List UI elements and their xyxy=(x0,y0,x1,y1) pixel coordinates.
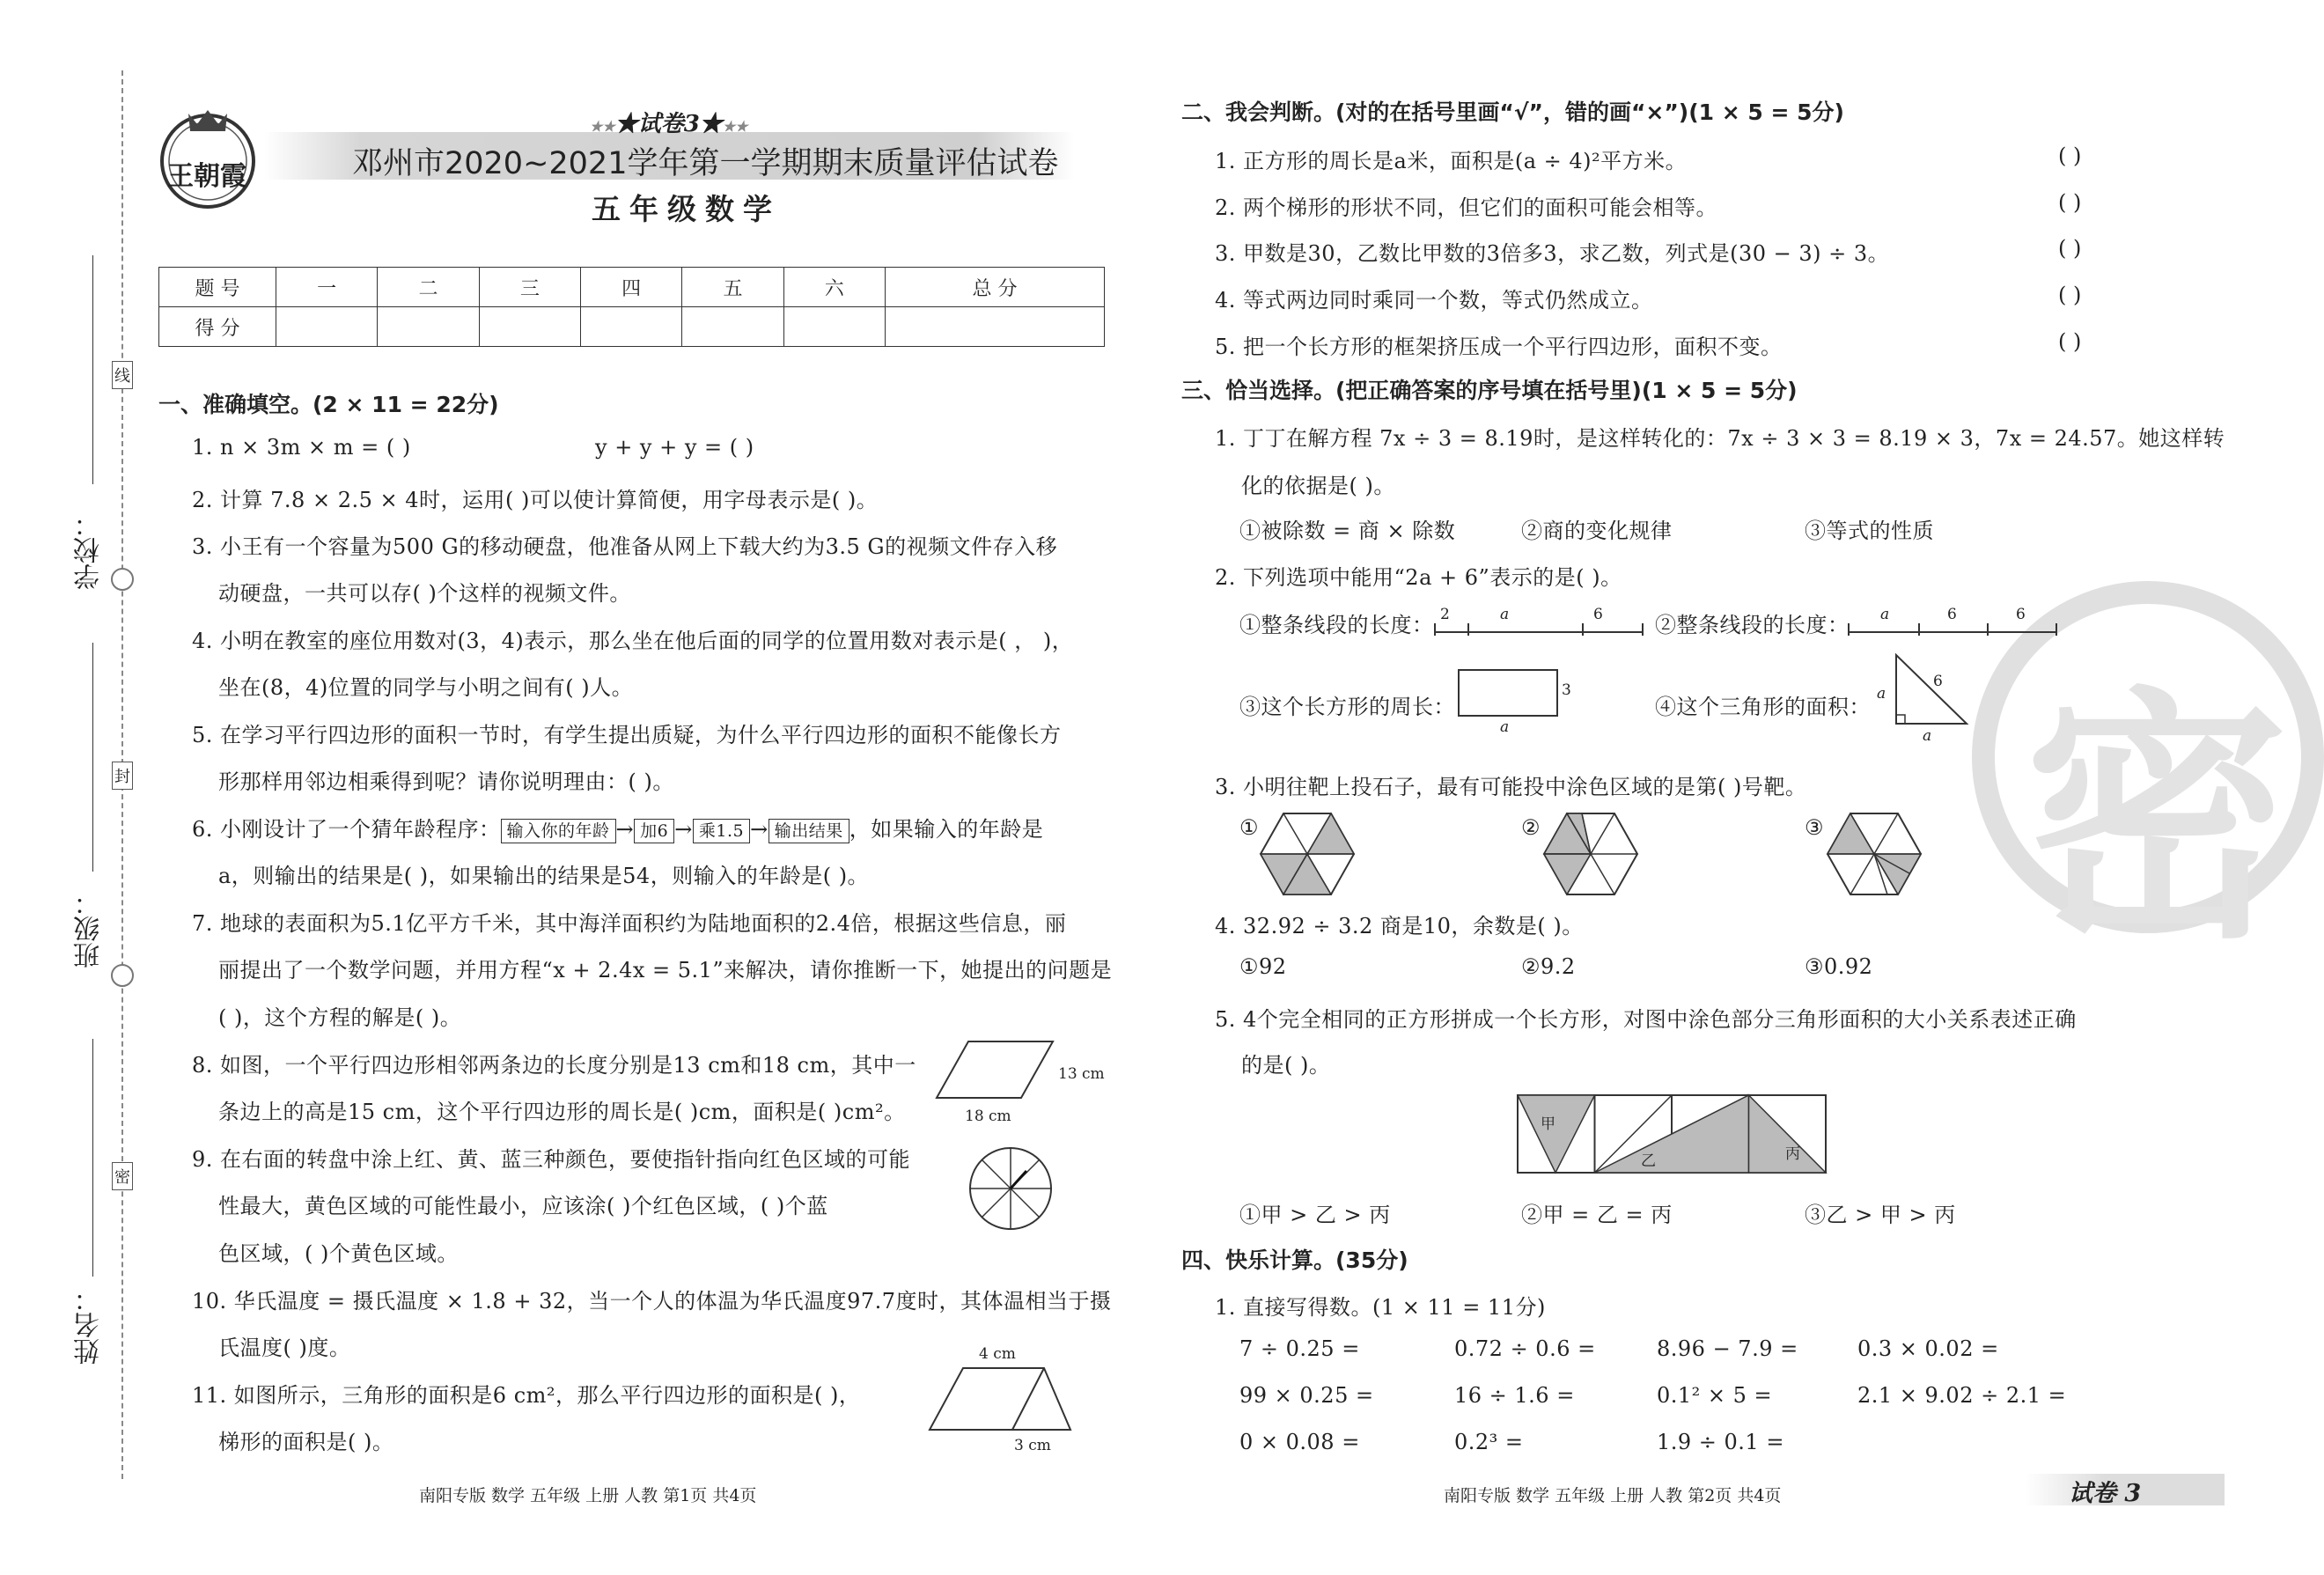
score-table xyxy=(158,267,1105,347)
flow-box: 输出结果 xyxy=(769,819,849,843)
school-label: 学校： xyxy=(74,511,105,590)
q1-6b: a，则输出的结果是( )，如果输出的结果是54，则输入的年龄是( )。 xyxy=(218,864,870,888)
star-icon: ★ xyxy=(699,111,723,137)
q1-9c: 色区域，( )个黄色区域。 xyxy=(218,1241,459,1266)
table-cell: 总 分 xyxy=(885,268,1104,307)
watermark-text: 密 xyxy=(2025,666,2289,974)
parallelogram-side-label: 13 cm xyxy=(1058,1065,1105,1083)
footer-right: 南阳专版 数学 五年级 上册 人教 第2页 共4页 xyxy=(1444,1486,1782,1505)
q3-1a: 1. 丁丁在解方程 7x ÷ 3 = 8.19时，是这样转化的：7x ÷ 3 × 3 = 8.19 × 3，7x = 24.57。她这样转 xyxy=(1215,426,2225,451)
table-cell: 四 xyxy=(580,268,681,307)
seg-label-6: 6 xyxy=(1947,606,1957,623)
q1-1a: 1. n × 3m × m = ( ) xyxy=(192,435,411,460)
table-cell: 题 号 xyxy=(159,268,276,307)
class-label: 班级： xyxy=(74,889,105,968)
q2-3: 3. 甲数是30，乙数比甲数的3倍多3，求乙数，列式是(30 − 3) ÷ 3。 xyxy=(1215,241,1890,266)
binding-hole-icon xyxy=(111,568,134,591)
score-input-cell[interactable] xyxy=(378,307,479,347)
calc-item: 0.2³ = xyxy=(1454,1430,1524,1454)
answer-paren[interactable]: ( ) xyxy=(2058,236,2082,261)
section-4-title: 四、快乐计算。(35分) xyxy=(1181,1247,1408,1273)
q3-2-option1: ①整条线段的长度： xyxy=(1239,613,1434,637)
calc-item: 0.3 × 0.02 = xyxy=(1857,1336,1999,1361)
arrow-icon: → xyxy=(750,817,769,842)
q3-5-option2: ②甲 = 乙 = 丙 xyxy=(1521,1203,1673,1227)
q1-9b: 性最大，黄色区域的可能性最小，应该涂( )个红色区域，( )个蓝 xyxy=(218,1194,828,1218)
q3-4-option3: ③0.92 xyxy=(1805,954,1873,979)
q1-3b: 动硬盘，一共可以存( )个这样的视频文件。 xyxy=(218,581,631,606)
q3-2-option4: ④这个三角形的面积： xyxy=(1655,695,1871,719)
target-2-label: ② xyxy=(1521,815,1541,840)
q3-5-option1: ①甲 > 乙 > 丙 xyxy=(1239,1203,1391,1227)
name-label: 姓名： xyxy=(74,1285,105,1365)
target-3-hexagon xyxy=(1826,812,1923,896)
seal-mark: 封 xyxy=(112,762,133,790)
score-input-cell[interactable] xyxy=(276,307,378,347)
target-2-hexagon xyxy=(1542,812,1639,896)
seg-label-a: a xyxy=(1880,606,1890,623)
score-input-cell[interactable] xyxy=(479,307,580,347)
answer-paren[interactable]: ( ) xyxy=(2058,283,2082,307)
q3-5b: 的是( )。 xyxy=(1241,1053,1331,1078)
rect-label-3: 3 xyxy=(1562,681,1571,699)
answer-paren[interactable]: ( ) xyxy=(2058,144,2082,168)
mi-mark: 密 xyxy=(112,1162,133,1190)
calc-item: 0.72 ÷ 0.6 = xyxy=(1454,1336,1596,1361)
trapezoid-bottom-label: 3 cm xyxy=(1014,1437,1051,1454)
score-input-cell[interactable] xyxy=(580,307,681,347)
subject-title: 五年级数学 xyxy=(592,192,781,226)
q1-10a: 10. 华氏温度 = 摄氏温度 × 1.8 + 32，当一个人的体温为华氏温度97.7度时，其体温相当于摄 xyxy=(192,1289,1112,1314)
q1-9a: 9. 在右面的转盘中涂上红、黄、蓝三种颜色，要使指针指向红色区域的可能 xyxy=(192,1147,911,1172)
table-cell: 五 xyxy=(682,268,783,307)
tri-label-6: 6 xyxy=(1933,673,1943,690)
calc-item: 7 ÷ 0.25 = xyxy=(1239,1336,1360,1361)
figure-label-yi: 乙 xyxy=(1641,1152,1656,1170)
table-cell: 二 xyxy=(378,268,479,307)
q1-1b: y + y + y = ( ) xyxy=(595,435,754,460)
q1-4a: 4. 小明在教室的座位用数对(3，4)表示，那么坐在他后面的同学的位置用数对表示是( ， )， xyxy=(192,629,1074,653)
q3-2-option3: ③这个长方形的周长： xyxy=(1239,695,1455,719)
target-1-label: ① xyxy=(1239,815,1260,840)
seg-label-6: 6 xyxy=(1593,606,1603,623)
answer-paren[interactable]: ( ) xyxy=(2058,329,2082,354)
logo-text: 王朝霞 xyxy=(167,161,246,192)
table-cell: 得 分 xyxy=(159,307,276,347)
q2-1: 1. 正方形的周长是a米，面积是(a ÷ 4)²平方米。 xyxy=(1215,149,1688,173)
star-icon: ★ xyxy=(614,111,638,137)
score-input-cell[interactable] xyxy=(885,307,1104,347)
segment-figure-1 xyxy=(1433,616,1644,637)
tri-label-a: a xyxy=(1877,685,1886,703)
q1-10b: 氏温度( )度。 xyxy=(218,1336,351,1360)
binding-margin xyxy=(53,70,150,1497)
q1-7b: 丽提出了一个数学问题，并用方程“x + 2.4x = 5.1”来解决，请你推断一下，她提出的问题是 xyxy=(218,958,1113,983)
q3-1-option3: ③等式的性质 xyxy=(1805,519,1934,543)
exam-title: 邓州市2020~2021学年第一学期期末质量评估试卷 xyxy=(352,146,1059,181)
figure-label-bing: 丙 xyxy=(1785,1145,1800,1163)
seg-label-6: 6 xyxy=(2016,606,2026,623)
line-mark: 线 xyxy=(112,361,133,389)
footer-tag: 试卷 3 xyxy=(2069,1480,2142,1507)
star-icon: ★★ xyxy=(722,118,748,135)
spinner-figure xyxy=(967,1144,1055,1233)
logo xyxy=(155,101,261,216)
q3-1-option1: ①被除数 = 商 × 除数 xyxy=(1239,519,1456,543)
binding-hole-icon xyxy=(111,964,134,987)
calc-item: 0.1² × 5 = xyxy=(1657,1383,1773,1408)
badge: ★★★试卷3★★★ xyxy=(590,111,748,137)
q2-5: 5. 把一个长方形的框架挤压成一个平行四边形，面积不变。 xyxy=(1215,335,1783,359)
table-cell: 一 xyxy=(276,268,378,307)
flow-box: 乘1.5 xyxy=(693,819,750,843)
q1-7a: 7. 地球的表面积为5.1亿平方千米，其中海洋面积约为陆地面积的2.4倍，根据这些信息，丽 xyxy=(192,911,1067,936)
calc-item: 1.9 ÷ 0.1 = xyxy=(1657,1430,1784,1454)
q3-2: 2. 下列选项中能用“2a + 6”表示的是( )。 xyxy=(1215,565,1622,590)
trapezoid-figure xyxy=(924,1363,1074,1433)
q1-3a: 3. 小王有一个容量为500 G的移动硬盘，他准备从网上下载大约为3.5 G的视频文件存入移 xyxy=(192,534,1058,559)
q1-5a: 5. 在学习平行四边形的面积一节时，有学生提出质疑，为什么平行四边形的面积不能像长方 xyxy=(192,723,1062,747)
q1-8a: 8. 如图，一个平行四边形相邻两条边的长度分别是13 cm和18 cm，其中一 xyxy=(192,1053,916,1078)
q3-2-option2: ②整条线段的长度： xyxy=(1655,613,1850,637)
score-input-cell[interactable] xyxy=(682,307,783,347)
parallelogram-base-label: 18 cm xyxy=(965,1108,1011,1125)
calc-item: 16 ÷ 1.6 = xyxy=(1454,1383,1575,1408)
q1-4b: 坐在(8，4)位置的同学与小明之间有( )人。 xyxy=(218,675,634,700)
calc-item: 8.96 − 7.9 = xyxy=(1657,1336,1798,1361)
target-1-hexagon xyxy=(1259,812,1356,896)
q3-4-option2: ②9.2 xyxy=(1521,954,1576,979)
answer-paren[interactable]: ( ) xyxy=(2058,190,2082,215)
q3-4-option1: ①92 xyxy=(1239,954,1287,979)
triangle-figure xyxy=(1891,651,1970,727)
seg-label-a: a xyxy=(1500,606,1510,623)
q2-4: 4. 等式两边同时乘同一个数，等式仍然成立。 xyxy=(1215,288,1653,313)
q2-2: 2. 两个梯形的形状不同，但它们的面积可能会相等。 xyxy=(1215,195,1718,220)
arrow-icon: → xyxy=(674,817,693,842)
score-input-cell[interactable] xyxy=(783,307,885,347)
q3-1-option2: ②商的变化规律 xyxy=(1521,519,1673,543)
q1-8b: 条边上的高是15 cm，这个平行四边形的周长是( )cm，面积是( )cm²。 xyxy=(218,1100,906,1124)
q4-1: 1. 直接写得数。(1 × 11 = 11分) xyxy=(1215,1295,1546,1320)
flow-box: 加6 xyxy=(634,819,674,843)
calc-item: 2.1 × 9.02 ÷ 2.1 = xyxy=(1857,1383,2067,1408)
target-3-label: ③ xyxy=(1805,815,1825,840)
parallelogram-figure xyxy=(933,1034,1056,1105)
star-icon: ★★ xyxy=(590,118,615,135)
q3-5a: 5. 4个完全相同的正方形拼成一个长方形，对图中涂色部分三角形面积的大小关系表述正确 xyxy=(1215,1007,2077,1032)
q3-5-option3: ③乙 > 甲 > 丙 xyxy=(1805,1203,1956,1227)
section-3-title: 三、恰当选择。(把正确答案的序号填在括号里)(1 × 5 = 5分) xyxy=(1181,378,1798,403)
arrow-icon: → xyxy=(615,817,635,842)
q1-5b: 形那样用邻边相乘得到呢？请你说明理由：( )。 xyxy=(218,769,674,794)
trapezoid-top-label: 4 cm xyxy=(979,1345,1016,1363)
q3-1b: 化的依据是( )。 xyxy=(1241,474,1395,498)
q3-4: 4. 32.92 ÷ 3.2 商是10，余数是( )。 xyxy=(1215,914,1584,938)
rectangle-figure xyxy=(1458,669,1558,717)
section-2-title: 二、我会判断。(对的在括号里画“√”，错的画“×”)(1 × 5 = 5分) xyxy=(1181,99,1844,125)
q1-6a: 6. 小刚设计了一个猜年龄程序： 输入你的年龄 → 加6 → 乘1.5 → 输出结果 ，如果输入的年龄是 xyxy=(192,817,1044,842)
tri-label-a: a xyxy=(1923,727,1932,745)
figure-label-jia: 甲 xyxy=(1541,1115,1555,1133)
flow-box: 输入你的年龄 xyxy=(501,819,616,843)
footer-left: 南阳专版 数学 五年级 上册 人教 第1页 共4页 xyxy=(419,1486,757,1505)
q1-2: 2. 计算 7.8 × 2.5 × 4时，运用( )可以使计算简便，用字母表示是( )。 xyxy=(192,488,879,512)
q3-3: 3. 小明往靶上投石子，最有可能投中涂色区域的是第( )号靶。 xyxy=(1215,775,1807,799)
section-1-title: 一、准确填空。(2 × 11 = 22分) xyxy=(158,392,499,417)
q1-11a: 11. 如图所示，三角形的面积是6 cm²，那么平行四边形的面积是( )， xyxy=(192,1383,861,1408)
rect-label-a: a xyxy=(1500,718,1510,736)
table-cell: 六 xyxy=(783,268,885,307)
q1-11b: 梯形的面积是( )。 xyxy=(218,1430,394,1454)
q1-7c: ( )，这个方程的解是( )。 xyxy=(218,1005,462,1030)
calc-item: 0 × 0.08 = xyxy=(1239,1430,1360,1454)
seg-label-2: 2 xyxy=(1440,606,1450,623)
calc-item: 99 × 0.25 = xyxy=(1239,1383,1374,1408)
table-cell: 三 xyxy=(479,268,580,307)
four-squares-figure xyxy=(1516,1093,1828,1174)
